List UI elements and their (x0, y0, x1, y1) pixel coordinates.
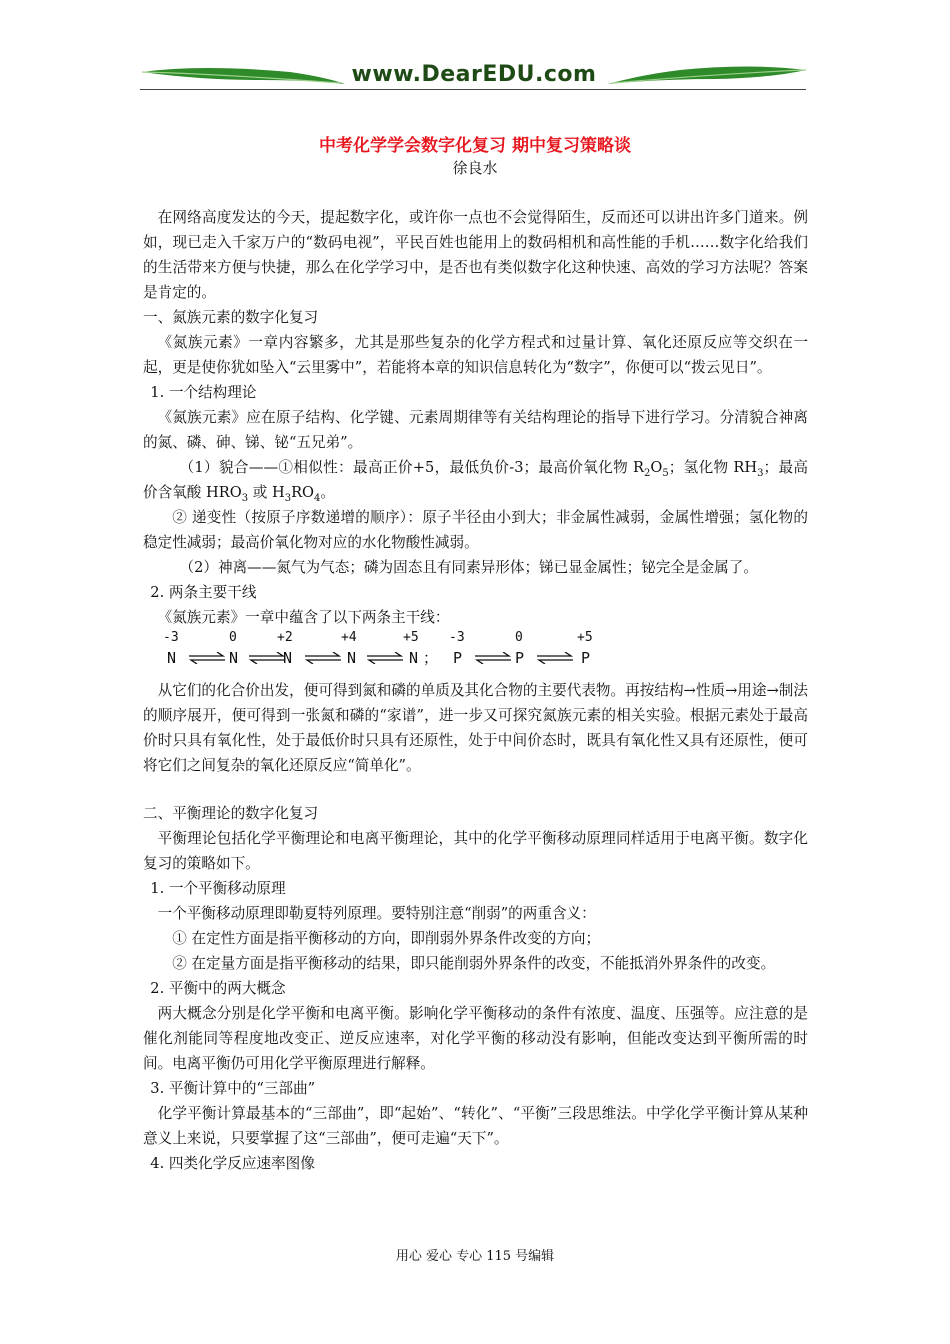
section-1-2-paragraph: 《氮族元素》一章中蕴含了以下两条主干线： (157, 609, 450, 626)
section-2-1-item-2: ② 在定量方面是指平衡移动的结果，即只能削弱外界条件的改变，不能抵消外界条件的改变。 (172, 955, 776, 972)
article-author: 徐良水 (452, 159, 498, 177)
n-valence-2: 0 (229, 630, 237, 645)
subscript-2: 2 (644, 467, 651, 479)
n-symbol-1: N (167, 649, 177, 667)
intro-paragraph: 在网络高度发达的今天，提起数字化，或许你一点也不会觉得陌生，反而还可以讲出许多门道来。例如，现已走入千家万户的“数码电视”，平民百姓也能用上的数码相机和高性能的手机……数字化给我们的生活带来方便与快捷，那么在化学学习中，是否也有类似数字化这种快速、高效的学习方法呢？答案是肯定的。 (143, 209, 808, 301)
n-symbol-4: N (347, 649, 357, 667)
item-1-text-a: （1）貌合——①相似性：最高正价+5，最低负价-3；最高价氧化物 R (179, 459, 644, 476)
p-valence-1: -3 (449, 630, 465, 645)
p-symbol-2: P (515, 649, 525, 667)
section-2-4-heading: 4. 四类化学反应速率图像 (150, 1155, 315, 1172)
header-divider (140, 89, 806, 90)
section-2-1-heading: 1. 一个平衡移动原理 (150, 880, 286, 897)
n-valence-1: -3 (163, 630, 179, 645)
item-1-o: O (650, 459, 663, 476)
section-2-paragraph: 平衡理论包括化学平衡理论和电离平衡理论，其中的化学平衡移动原理同样适用于电离平衡。数字化复习的策略如下。 (143, 830, 808, 872)
item-1-text-e: RO (291, 484, 315, 501)
equilibrium-arrow (535, 652, 575, 664)
section-1-1-item-1 (143, 455, 808, 505)
section-1-1-item-2: ② 递变性（按原子序数递增的顺序）：原子半径由小到大；非金属性减弱，金属性增强；氢化物的稳定性减弱；最高价氧化物对应的水化物酸性减弱。 (143, 509, 808, 551)
section-1-heading: 一、氮族元素的数字化复习 (143, 309, 319, 326)
item-1-text-b: ；氢化物 RH (668, 459, 758, 476)
subscript-5: 5 (662, 467, 669, 479)
p-valence-3: +5 (577, 630, 593, 645)
subscript-4: 4 (314, 492, 321, 504)
section-1-1-paragraph: 《氮族元素》应在原子结构、化学键、元素周期律等有关结构理论的指导下进行学习。分清貌合神离的氮、磷、砷、锑、铋“五兄弟”。 (143, 409, 808, 451)
item-1-text-d: 或 H (248, 484, 285, 501)
section-1-1-item-3: （2）神离——氮气为气态；磷为固态且有同素异形体；锑已显金属性；铋完全是金属了。 (179, 559, 758, 576)
subscript-3c: 3 (284, 492, 292, 504)
section-2-2-paragraph: 两大概念分别是化学平衡和电离平衡。影响化学平衡移动的条件有浓度、温度、压强等。应注意的是催化剂能同等程度地改变正、逆反应速率，对化学平衡的移动没有影响，但能改变达到平衡所需的时间。电离平衡仍可用化学平衡原理进行解释。 (143, 1005, 808, 1072)
section-2-3-paragraph: 化学平衡计算最基本的“三部曲”，即“起始”、“转化”、“平衡”三段思维法。中学化学平衡计算从某种意义上来说，只要掌握了这“三部曲”，便可走遍“天下”。 (143, 1105, 808, 1147)
section-2-3-heading: 3. 平衡计算中的“三部曲” (150, 1080, 316, 1097)
section-1-2-paragraph-2: 从它们的化合价出发，便可得到氮和磷的单质及其化合物的主要代表物。再按结构→性质→用途→制法的顺序展开，便可得到一张氮和磷的“家谱”，进一步又可探究氮族元素的相关实验。根据元素处于最高价时只具有氧化性，处于最低价时只具有还原性，处于中间价态时，既具有氧化性又具有还原性，便可将它们之间复杂的氧化还原反应“简单化”。 (143, 682, 808, 774)
section-1-2-heading: 2. 两条主要干线 (150, 584, 257, 601)
page-footer: 用心 爱心 专心 115 号编辑 (395, 1249, 555, 1264)
article-title: 中考化学学会数字化复习 期中复习策略谈 (319, 136, 631, 156)
equilibrium-arrow (365, 652, 405, 664)
n-symbol-5: N (409, 649, 419, 667)
p-symbol-3: P (581, 649, 591, 667)
subscript-3b: 3 (241, 492, 249, 504)
section-2-2-heading: 2. 平衡中的两大概念 (150, 980, 286, 997)
section-spacer (143, 778, 808, 801)
article-body (143, 205, 808, 1176)
n-symbol-3: N (283, 649, 293, 667)
n-valence-4: +4 (341, 630, 357, 645)
section-2-1-item-1: ① 在定性方面是指平衡移动的方向，即削弱外界条件改变的方向； (172, 930, 601, 947)
subscript-3: 3 (757, 467, 764, 479)
p-valence-2: 0 (515, 630, 523, 645)
section-2-1-paragraph: 一个平衡移动原理即勒夏特列原理。要特别注意“削弱”的两重含义： (157, 905, 596, 922)
valence-chain (143, 630, 808, 678)
equilibrium-arrow (473, 652, 513, 664)
equilibrium-arrow (303, 652, 343, 664)
chain-separator: ； (423, 649, 439, 667)
item-1-text-c: ；最高价含氧酸 HRO (143, 459, 808, 501)
item-1-text-f: 。 (320, 484, 335, 501)
n-valence-3: +2 (277, 630, 293, 645)
section-1-paragraph: 《氮族元素》一章内容繁多，尤其是那些复杂的化学方程式和过量计算、氧化还原反应等交织在一起，更是使你犹如坠入“云里雾中”，若能将本章的知识信息转化为“数字”，你便可以“拨云见日”。 (143, 334, 808, 376)
n-valence-5: +5 (403, 630, 419, 645)
equilibrium-arrow (247, 652, 287, 664)
section-1-1-heading: 1. 一个结构理论 (150, 384, 257, 401)
p-symbol-1: P (453, 649, 463, 667)
equilibrium-arrow (187, 652, 227, 664)
site-logo-text[interactable]: www.DearEDU.com (351, 62, 597, 87)
section-2-heading: 二、平衡理论的数字化复习 (143, 805, 319, 822)
n-symbol-2: N (229, 649, 239, 667)
